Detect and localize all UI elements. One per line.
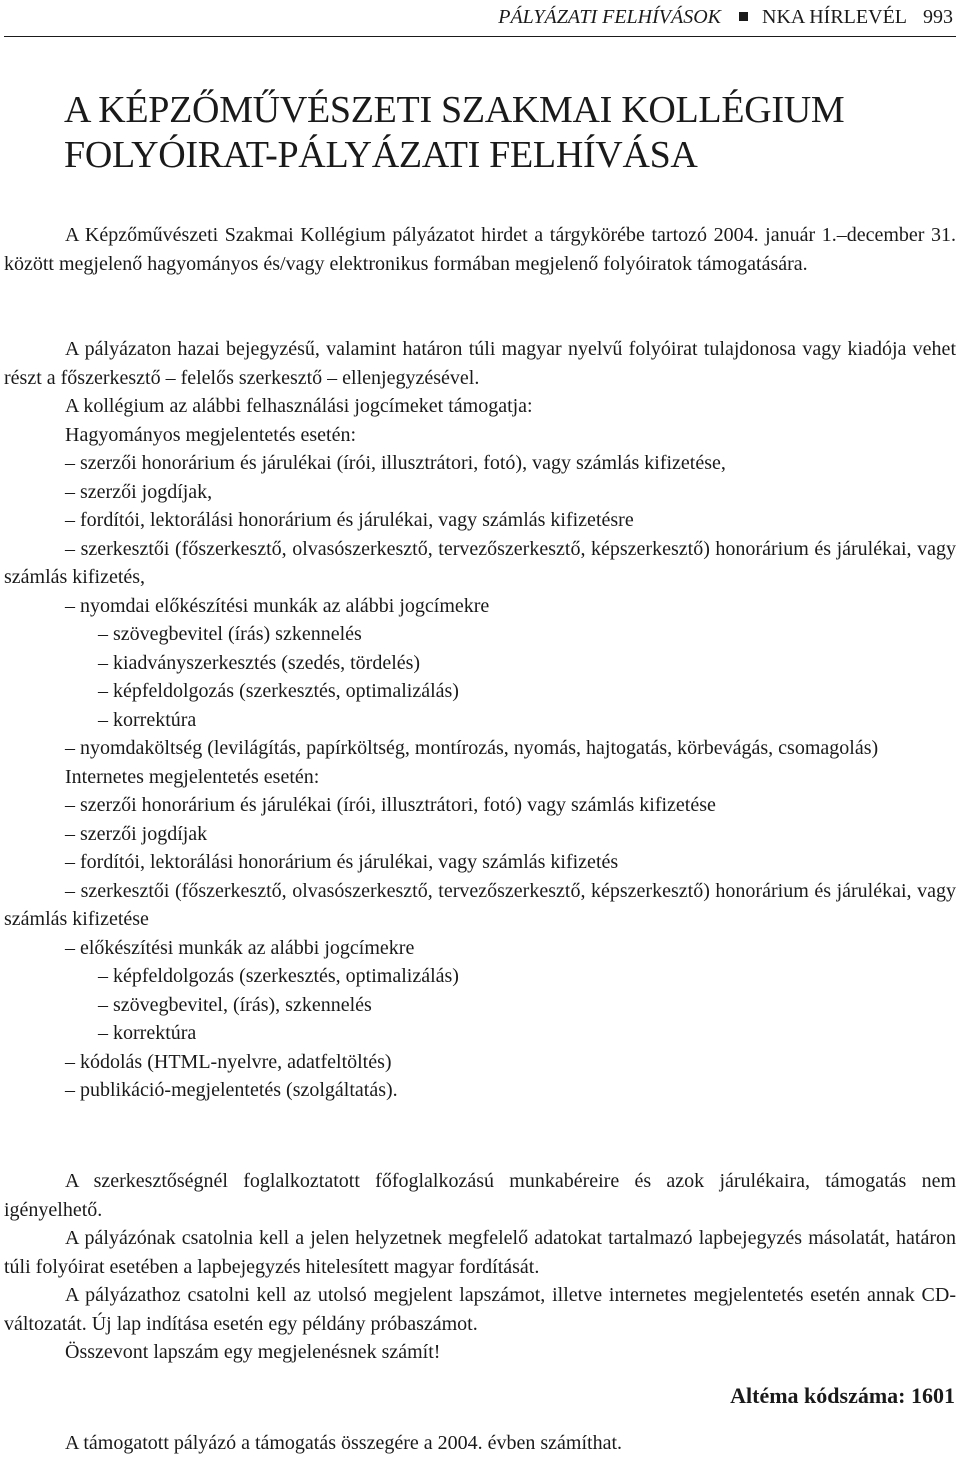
main-block <box>4 335 956 1105</box>
list-item: – fordítói, lektorálási honorárium és járulékai, vagy számlás kifizetésre <box>65 509 634 531</box>
list-item: – szerkesztői (főszerkesztő, olvasószerkesztő, tervezőszerkesztő, képszerkesztő) honorárium és járulékai, vagy számlás kifizetés, <box>4 537 956 588</box>
note-paragraph: A pályázónak csatolnia kell a jelen helyzetnek megfelelő adatokat tartalmazó lapbejegyzés másolatát, határon túli folyóirat esetében a lapbejegyzés hitelesített magyar fordítását. <box>4 1227 956 1278</box>
note-paragraph: Összevont lapszám egy megjelenésnek számít! <box>65 1341 441 1363</box>
page-title <box>64 88 844 178</box>
sub-list-item: – képfeldolgozás (szerkesztés, optimalizálás) <box>98 680 459 702</box>
list-item: – szerkesztői (főszerkesztő, olvasószerkesztő, tervezőszerkesztő, képszerkesztő) honorárium és járulékai, vagy számlás kifizetése <box>4 879 956 930</box>
list-item: – előkészítési munkák az alábbi jogcímekre <box>65 936 415 959</box>
note-paragraph: A pályázathoz csatolni kell az utolsó megjelent lapszámot, illetve internetes megjelentetés esetén annak CD-változatát. Új lap indítása esetén egy példány próbaszámot. <box>4 1284 956 1335</box>
list-item: – szerzői honorárium és járulékai (írói, illusztrátori, fotó) vagy számlás kifizetése <box>65 794 716 816</box>
list-item: – kódolás (HTML-nyelvre, adatfeltöltés) <box>65 1050 392 1073</box>
list-item: – publikáció-megjelentetés (szolgáltatás). <box>65 1079 398 1101</box>
header-rule <box>4 36 956 37</box>
sub-list-item: – kiadványszerkesztés (szedés, tördelés) <box>98 651 421 674</box>
list-item: – szerzői honorárium és járulékai (írói, illusztrátori, fotó), vagy számlás kifizetése, <box>65 452 726 474</box>
internet-heading: Internetes megjelentetés esetén: <box>65 765 320 788</box>
list-item: – nyomdai előkészítési munkák az alábbi jogcímekre <box>65 594 490 617</box>
running-header <box>498 6 953 29</box>
sub-list-item: – korrektúra <box>98 1022 197 1044</box>
list-item: – szerzői jogdíjak <box>65 822 208 845</box>
list-item: – fordítói, lektorálási honorárium és járulékai, vagy számlás kifizetés <box>65 851 619 873</box>
list-item: – nyomdaköltség (levilágítás, papírköltség, montírozás, nyomás, hajtogatás, körbevágás, csomagolás) <box>65 737 879 759</box>
page-number: 993 <box>923 6 953 28</box>
traditional-heading: Hagyományos megjelentetés esetén: <box>65 423 357 446</box>
applicants-paragraph: A pályázaton hazai bejegyzésű, valamint határon túli magyar nyelvű folyóirat tulajdonosa vagy kiadója vehet részt a főszerkesztő – felelős szerkesztő – ellenjegyzésével. <box>4 338 956 389</box>
newsletter-name: NKA HÍRLEVÉL <box>762 6 907 28</box>
list-item: – szerzői jogdíjak, <box>65 480 213 503</box>
sub-list-item: – korrektúra <box>98 708 197 731</box>
section-name: PÁLYÁZATI FELHÍVÁSOK <box>498 6 722 28</box>
title-line-2: FOLYÓIRAT-PÁLYÁZATI FELHÍVÁSA <box>64 134 698 176</box>
subtopic-code: Altéma kódszáma: 1601 <box>730 1383 955 1408</box>
note-paragraph: A szerkesztőségnél foglalkoztatott főfoglalkozású munkabéreire és azok járulékaira, támogatás nem igényelhető. <box>4 1170 956 1221</box>
square-bullet-icon <box>739 12 748 21</box>
title-line-1: A KÉPZŐMŰVÉSZETI SZAKMAI KOLLÉGIUM <box>64 89 845 131</box>
intro-block <box>4 221 956 278</box>
supports-intro: A kollégium az alábbi felhasználási jogcímeket támogatja: <box>65 395 533 417</box>
sub-list-item: – szövegbevitel, (írás), szkennelés <box>98 993 372 1016</box>
sub-list-item: – képfeldolgozás (szerkesztés, optimalizálás) <box>98 965 459 987</box>
intro-paragraph: A Képzőművészeti Szakmai Kollégium pályázatot hirdet a tárgykörébe tartozó 2004. január 1.–december 31. között megjelenő hagyományos és/vagy elektronikus formában megjelenő folyóiratok támogatására. <box>4 224 956 275</box>
sub-list-item: – szövegbevitel (írás) szkennelés <box>98 623 362 645</box>
notes-block <box>4 1167 956 1367</box>
final-sentence: A támogatott pályázó a támogatás összegére a 2004. évben számíthat. <box>65 1432 623 1454</box>
